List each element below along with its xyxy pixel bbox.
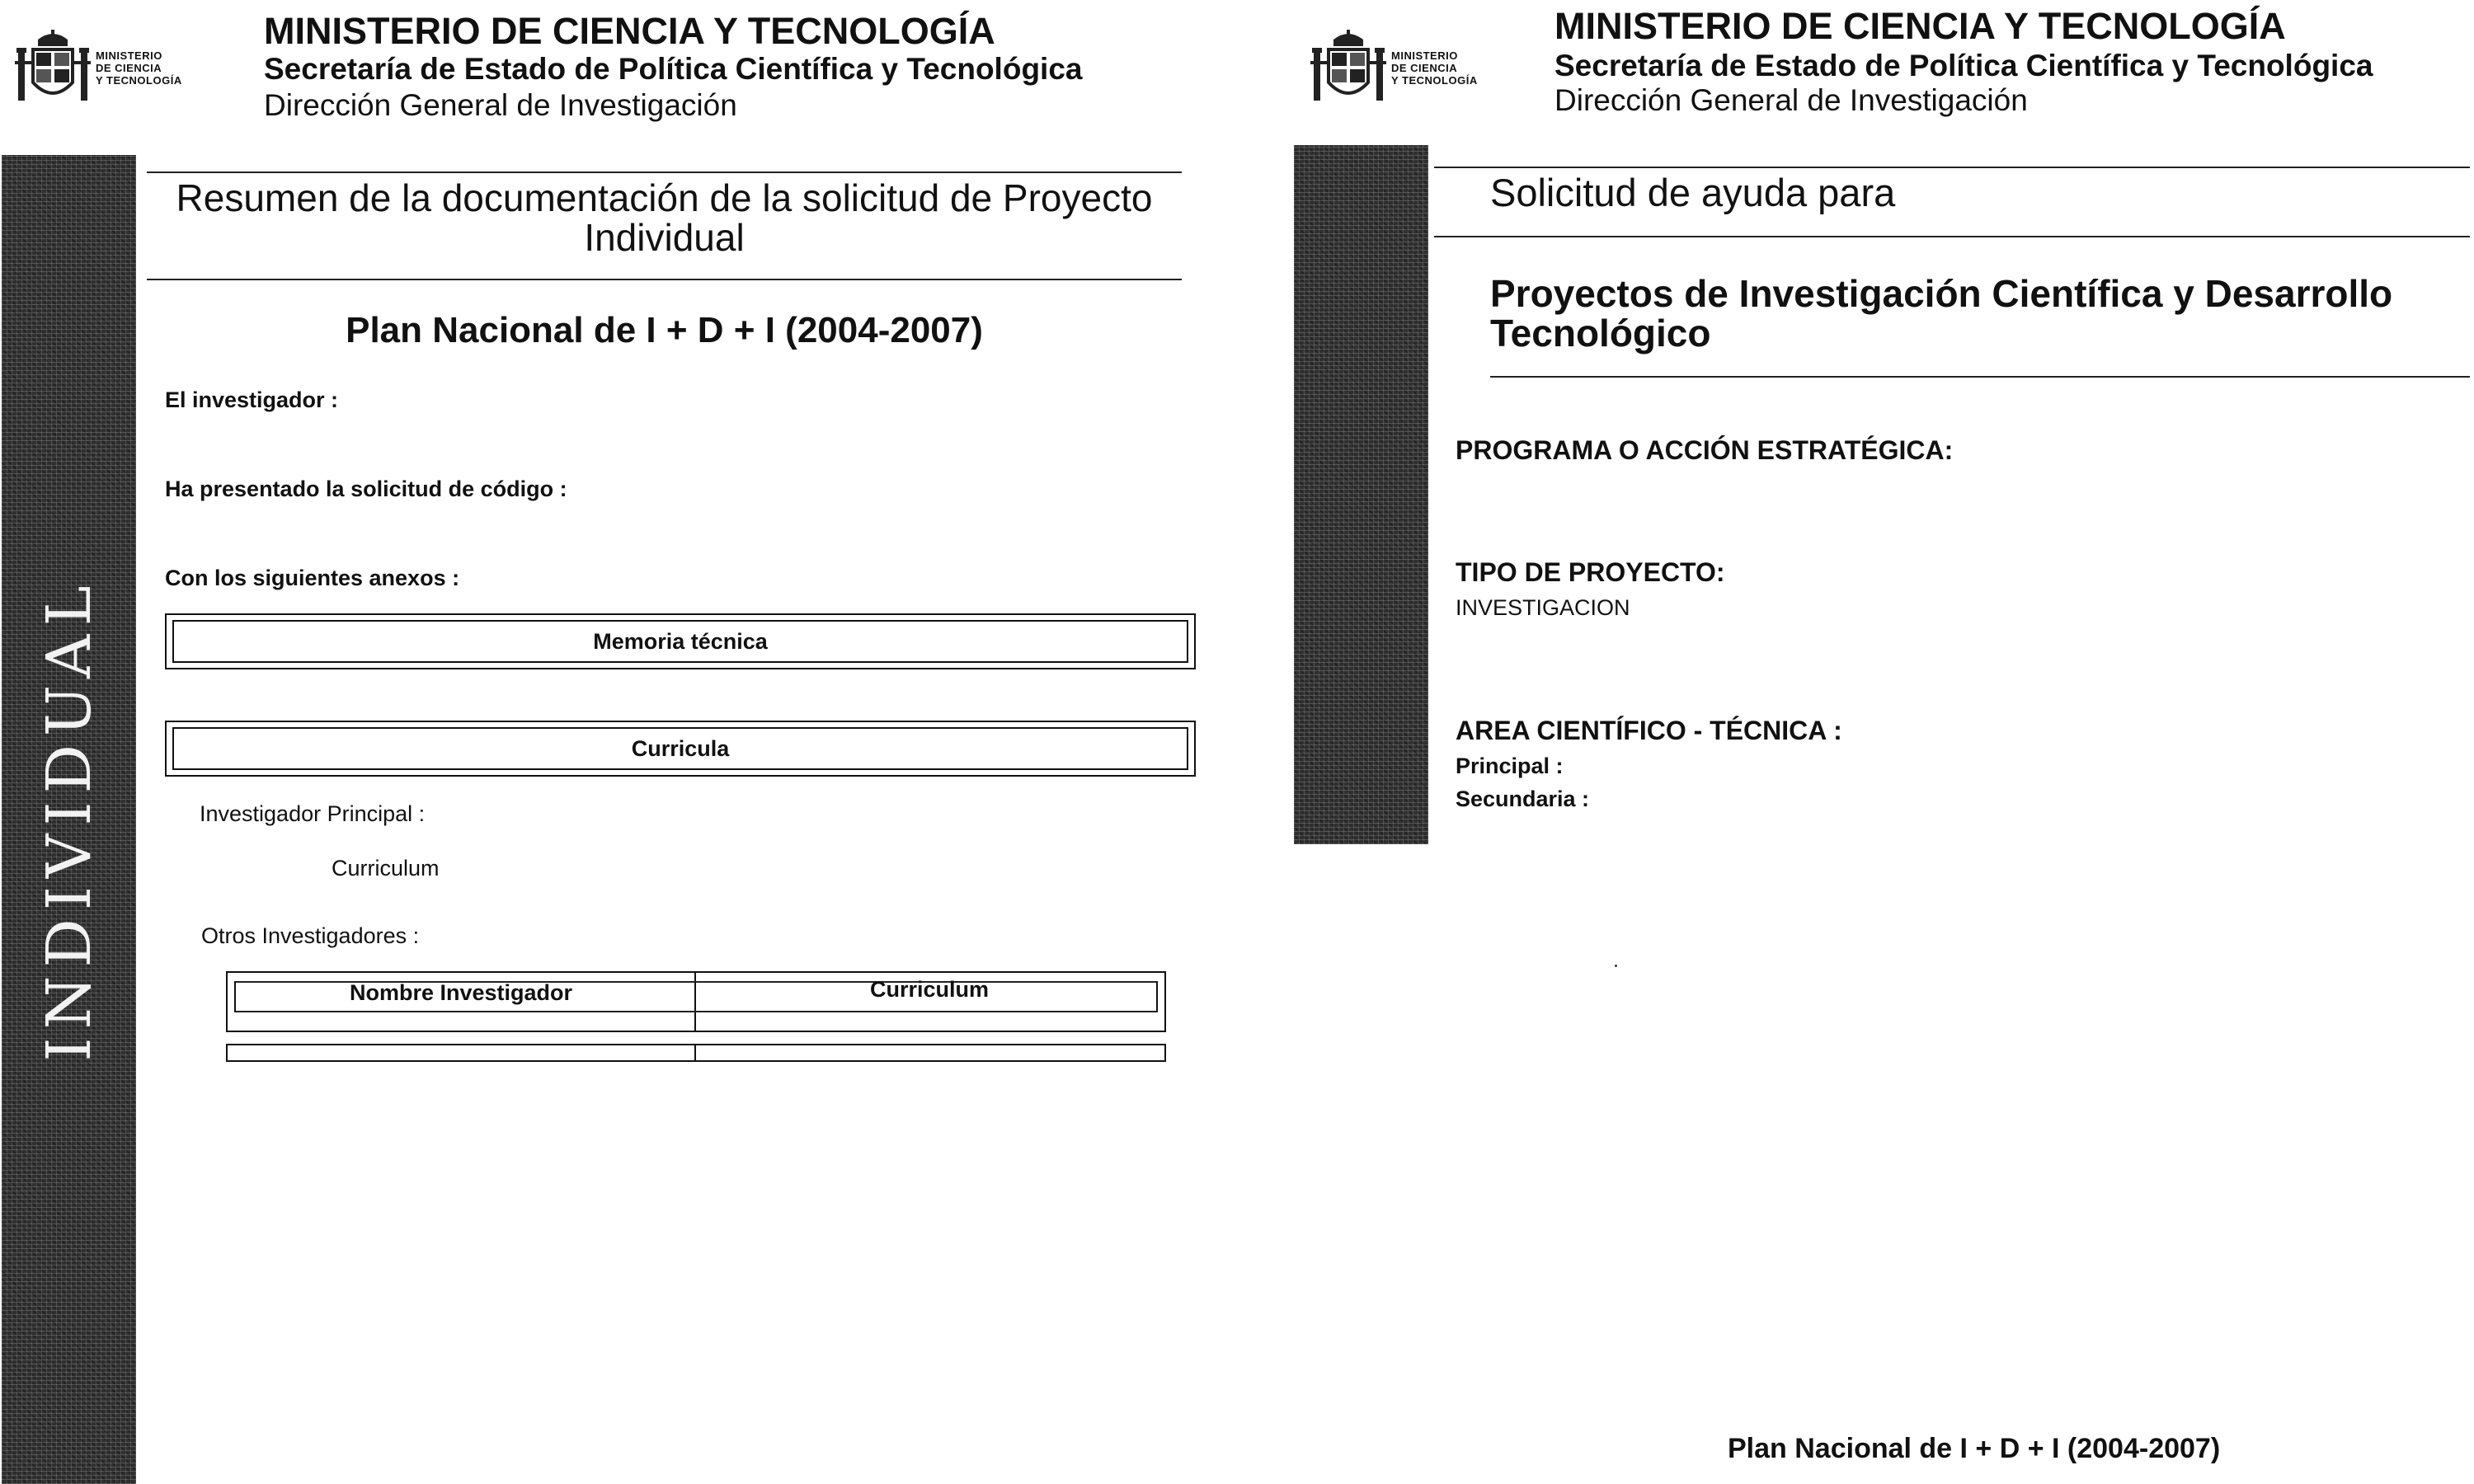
scan-speck [1615,965,1617,967]
annex-curricula-box [165,721,1196,777]
annex-curricula-label: Curricula [172,727,1188,770]
title-bottom-rule [147,279,1182,280]
area-secondary-label: Secundaria : [1456,787,1590,811]
principal-investigator-label: Investigador Principal : [200,801,426,826]
annex-memoria-box [165,613,1196,669]
logo-ministry-text: MINISTERIO DE CIENCIA Y TECNOLOGÍA [96,49,182,87]
area-principal-label: Principal : [1456,754,1564,778]
table-header-name: Nombre Investigador [349,979,573,1005]
direction-heading: Dirección General de Investigación [1554,83,2028,117]
ministry-heading: MINISTERIO DE CIENCIA Y TECNOLOGÍA [1554,5,2286,47]
side-bar-label: INDIVIDUAL [33,577,105,1062]
project-subtitle: Proyectos de Investigación Científica y Desarrollo Tecnológico [1490,272,2393,355]
annexes-label: Con los siguientes anexos : [165,566,460,590]
ministry-heading: MINISTERIO DE CIENCIA Y TECNOLOGÍA [264,10,995,52]
request-mid-rule [1434,236,2470,237]
table-row-divider [694,1045,696,1060]
coat-of-arms-icon [1310,28,1389,110]
plan-heading: Plan Nacional de I + D + I (2004-2007) [346,310,983,350]
subtitle-rule [1490,376,2470,378]
principal-curriculum-label: Curriculum [332,856,440,881]
investigator-label: El investigador : [165,387,339,412]
project-type-value: INVESTIGACION [1456,595,1630,620]
area-label: AREA CIENTÍFICO - TÉCNICA : [1456,716,1842,745]
ministry-logo-right [1310,28,1492,110]
other-investigators-label: Otros Investigadores : [201,923,420,948]
secretariat-heading: Secretaría de Estado de Política Científica y Tecnológica [1554,49,2373,82]
investigators-table-header [226,971,1166,1032]
annex-memoria-label: Memoria técnica [172,620,1188,663]
investigators-table-empty-row [226,1044,1166,1062]
secretariat-heading: Secretaría de Estado de Política Científica y Tecnológica [264,52,1083,86]
title-top-rule [147,171,1182,173]
submitted-code-label: Ha presentado la solicitud de código : [165,477,567,501]
individual-side-bar [2,155,136,1484]
ministry-logo [15,28,196,110]
footer-plan: Plan Nacional de I + D + I (2004-2007) [1728,1433,2221,1464]
table-inner-bottom [234,1011,1158,1012]
summary-title: Resumen de la documentación de la solicitud de Proyecto Individual [176,176,1153,259]
program-label: PROGRAMA O ACCIÓN ESTRATÉGICA: [1456,435,1954,465]
direction-heading: Dirección General de Investigación [264,88,737,122]
coat-of-arms-icon [15,28,93,110]
table-header-curriculum: Curriculum [869,976,990,1002]
right-page [1291,0,2474,1484]
request-top-rule [1434,167,2470,168]
logo-ministry-text: MINISTERIO DE CIENCIA Y TECNOLOGÍA [1391,49,1478,87]
right-side-bar [1294,145,1428,844]
project-type-label: TIPO DE PROYECTO: [1456,557,1725,587]
request-title: Solicitud de ayuda para [1490,171,1896,214]
